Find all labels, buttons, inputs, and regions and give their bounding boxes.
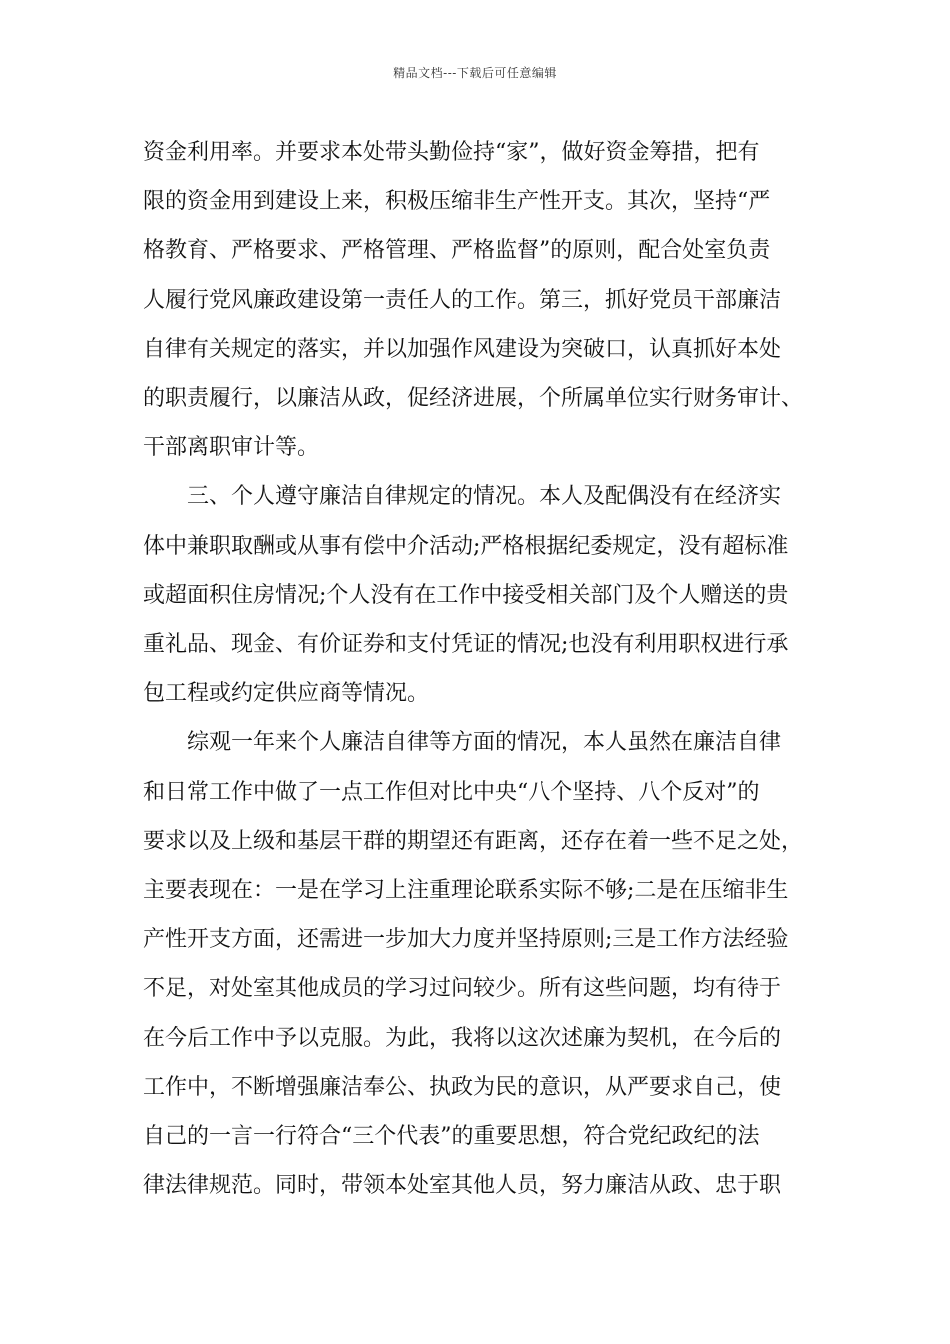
- text-line: 体中兼职取酬或从事有偿中介活动;严格根据纪委规定，没有超标准: [143, 533, 789, 559]
- text-line: 律法律规范。同时，带领本处室其他人员，努力廉洁从政、忠于职: [143, 1173, 782, 1199]
- text-line: 重礼品、现金、有价证券和支付凭证的情况;也没有利用职权进行承: [143, 632, 789, 658]
- text-line: 包工程或约定供应商等情况。: [143, 681, 430, 707]
- paragraph-2: [143, 472, 823, 718]
- text-line: 不足，对处室其他成员的学习过问较少。所有这些问题，均有待于: [143, 976, 782, 1002]
- text-line: 自己的一言一行符合“三个代表”的重要思想，符合党纪政纪的法: [143, 1124, 760, 1150]
- text-line: 在今后工作中予以克服。为此，我将以这次述廉为契机，在今后的: [143, 1025, 782, 1051]
- text-line: 工作中，不断增强廉洁奉公、执政为民的意识，从严要求自己，使: [143, 1074, 782, 1100]
- document-body: [143, 128, 823, 1210]
- text-line: 格教育、严格要求、严格管理、严格监督”的原则，配合处室负责: [143, 238, 771, 264]
- text-line: 三、个人遵守廉洁自律规定的情况。本人及配偶没有在经济实: [187, 484, 782, 510]
- text-line: 综观一年来个人廉洁自律等方面的情况，本人虽然在廉洁自律: [187, 730, 782, 756]
- text-line: 产性开支方面，还需进一步加大力度并坚持原则;三是工作方法经验: [143, 927, 789, 953]
- text-line: 要求以及上级和基层干群的期望还有距离，还存在着一些不足之处，: [143, 828, 804, 854]
- paragraph-3: [143, 718, 823, 1210]
- text-line: 主要表现在：一是在学习上注重理论联系实际不够;二是在压缩非生: [143, 878, 789, 904]
- text-line: 限的资金用到建设上来，积极压缩非生产性开支。其次，坚持“严: [143, 189, 771, 215]
- text-line: 或超面积住房情况;个人没有在工作中接受相关部门及个人赠送的贵: [143, 582, 789, 608]
- text-line: 人履行党风廉政建设第一责任人的工作。第三，抓好党员干部廉洁: [143, 287, 782, 313]
- text-line: 和日常工作中做了一点工作但对比中央“八个坚持、八个反对”的: [143, 779, 760, 805]
- text-line: 自律有关规定的落实，并以加强作风建设为突破口，认真抓好本处: [143, 336, 782, 362]
- paragraph-1: [143, 128, 823, 472]
- page-header: 精品文档---下载后可任意编辑: [393, 66, 557, 80]
- text-line: 干部离职审计等。: [143, 435, 320, 461]
- text-line: 资金利用率。并要求本处带头勤俭持“家”，做好资金筹措，把有: [143, 140, 760, 165]
- text-line: 的职责履行，以廉洁从政，促经济进展，个所属单位实行财务审计、: [143, 386, 804, 412]
